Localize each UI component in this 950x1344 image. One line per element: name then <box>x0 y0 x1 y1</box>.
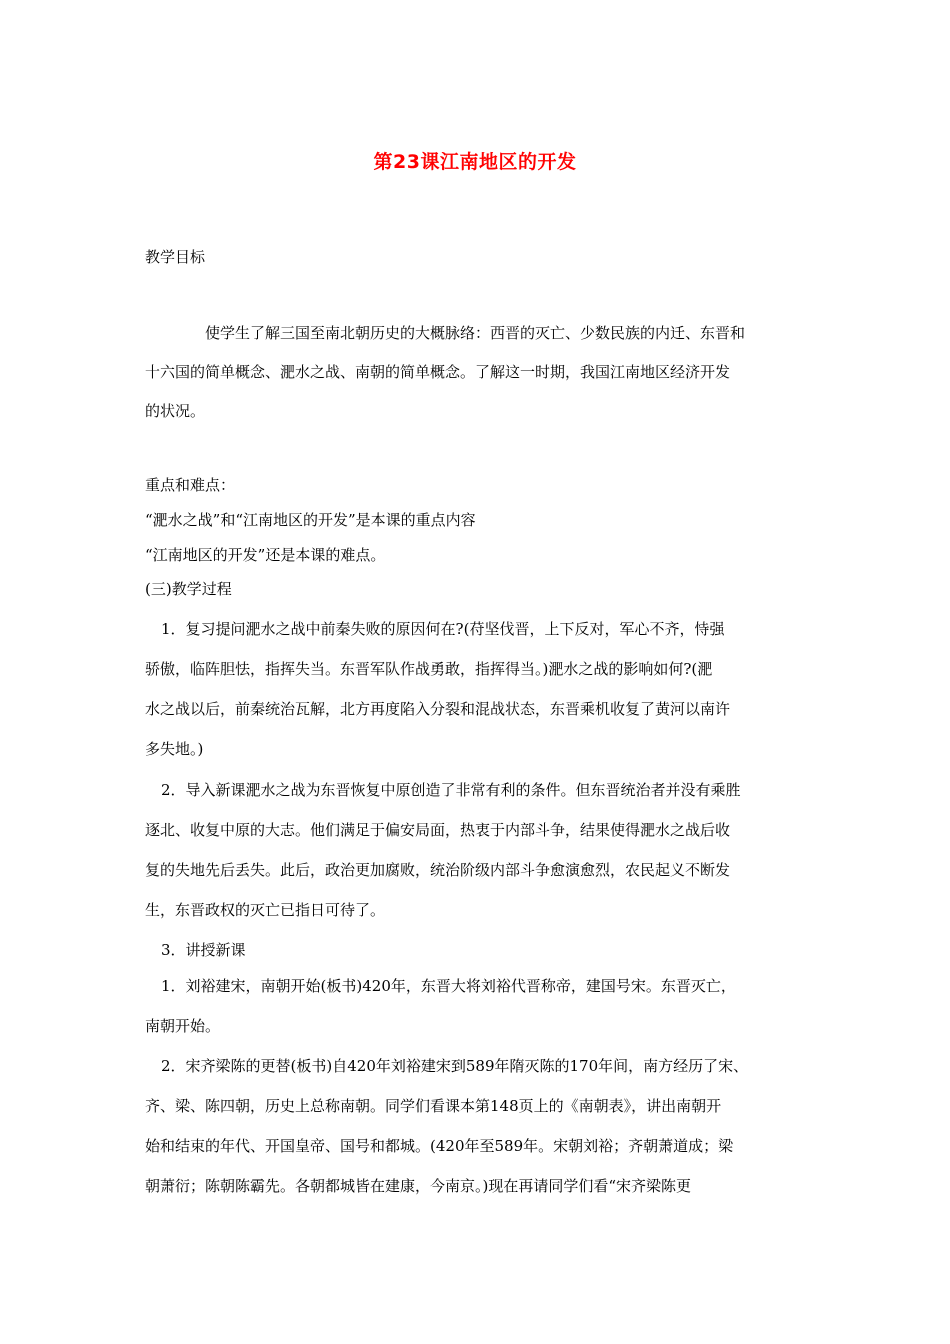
process-item-2-line: 生，东晋政权的灭亡已指日可待了。 <box>145 901 386 919</box>
goal-text-line: 十六国的简单概念、淝水之战、南朝的简单概念。了解这一时期，我国江南地区经济开发 <box>145 363 731 381</box>
sub-item-2-line: 2．宋齐梁陈的更替(板书)自420年刘裕建宋到589年隋灭陈的170年间，南方经历了宋、 <box>161 1057 749 1075</box>
process-item-1-line: 多失地。) <box>145 740 204 758</box>
lesson-title: 第23课江南地区的开发 <box>373 151 577 173</box>
process-item-2-line: 逐北、收复中原的大志。他们满足于偏安局面，热衷于内部斗争，结果使得淝水之战后收 <box>145 821 731 839</box>
key-point-line: “江南地区的开发”还是本课的难点。 <box>145 546 386 564</box>
section-heading-process: (三)教学过程 <box>145 580 232 598</box>
sub-item-1-line: 1．刘裕建宋，南朝开始(板书)420年，东晋大将刘裕代晋称帝，建国号宋。东晋灭亡， <box>161 977 736 995</box>
goal-text-line: 使学生了解三国至南北朝历史的大概脉络：西晋的灭亡、少数民族的内迁、东晋和 <box>205 324 746 342</box>
key-point-line: “淝水之战”和“江南地区的开发”是本课的重点内容 <box>145 511 476 529</box>
process-item-3: 3．讲授新课 <box>161 941 246 959</box>
sub-item-2-line: 始和结束的年代、开国皇帝、国号和都城。(420年至589年。宋朝刘裕；齐朝萧道成；梁 <box>145 1137 734 1155</box>
goal-text-line: 的状况。 <box>145 402 206 420</box>
process-item-2-line: 复的失地先后丢失。此后，政治更加腐败，统治阶级内部斗争愈演愈烈，农民起义不断发 <box>145 861 731 879</box>
sub-item-2-line: 齐、梁、陈四朝，历史上总称南朝。同学们看课本第148页上的《南朝表》，讲出南朝开 <box>145 1097 722 1115</box>
process-item-2-line: 2．导入新课淝水之战为东晋恢复中原创造了非常有利的条件。但东晋统治者并没有乘胜 <box>161 781 741 799</box>
process-item-1-line: 水之战以后，前秦统治瓦解，北方再度陷入分裂和混战状态，东晋乘机收复了黄河以南许 <box>145 700 731 718</box>
sub-item-2-line: 朝萧衍；陈朝陈霸先。各朝都城皆在建康，今南京。)现在再请同学们看“宋齐梁陈更 <box>145 1177 692 1195</box>
section-heading-key-points: 重点和难点： <box>145 476 236 494</box>
process-item-1-line: 1．复习提问淝水之战中前秦失败的原因何在?(苻坚伐晋，上下反对，军心不齐，恃强 <box>161 620 725 638</box>
process-item-1-line: 骄傲，临阵胆怯，指挥失当。东晋军队作战勇敢，指挥得当。)淝水之战的影响如何?(淝 <box>145 660 713 678</box>
section-heading-goals: 教学目标 <box>145 248 206 266</box>
sub-item-1-line: 南朝开始。 <box>145 1017 221 1035</box>
